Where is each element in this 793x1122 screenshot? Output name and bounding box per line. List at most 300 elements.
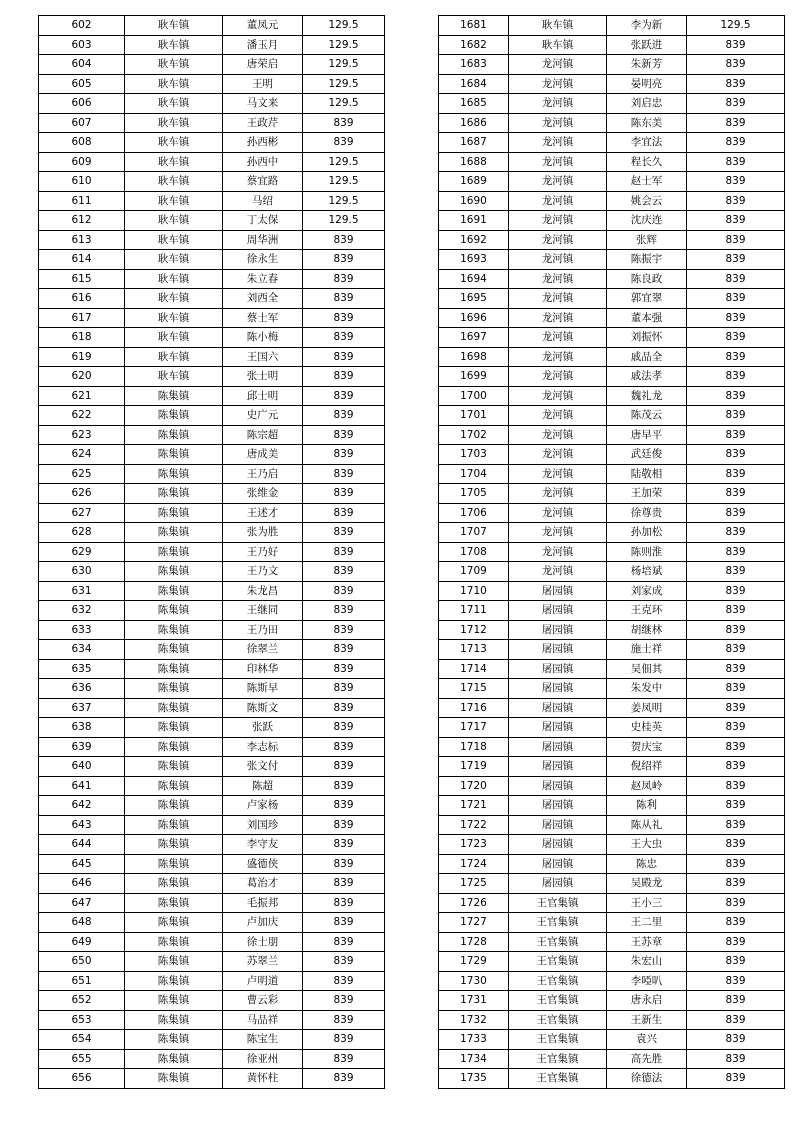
table-row (439, 796, 785, 816)
amount-cell: 839 (687, 718, 785, 738)
town-cell: 陈集镇 (125, 718, 223, 738)
table-row (39, 757, 385, 777)
row-number-cell: 1713 (439, 640, 509, 660)
amount-cell: 839 (687, 269, 785, 289)
amount-cell: 839 (303, 874, 385, 894)
row-number-cell: 626 (39, 484, 125, 504)
table-row (39, 94, 385, 114)
table-row (39, 16, 385, 36)
name-cell: 邱士明 (223, 386, 303, 406)
town-cell: 陈集镇 (125, 893, 223, 913)
row-number-cell: 618 (39, 328, 125, 348)
table-row (39, 406, 385, 426)
town-cell: 陈集镇 (125, 815, 223, 835)
row-number-cell: 1705 (439, 484, 509, 504)
name-cell: 孙西彬 (223, 133, 303, 153)
row-number-cell: 1687 (439, 133, 509, 153)
row-number-cell: 1691 (439, 211, 509, 231)
name-cell: 倪绍祥 (607, 757, 687, 777)
name-cell: 王乃文 (223, 562, 303, 582)
amount-cell: 839 (303, 932, 385, 952)
name-cell: 张跃 (223, 718, 303, 738)
table-row (39, 55, 385, 75)
row-number-cell: 603 (39, 35, 125, 55)
row-number-cell: 628 (39, 523, 125, 543)
town-cell: 龙河镇 (509, 269, 607, 289)
table-row (439, 601, 785, 621)
name-cell: 盛德侠 (223, 854, 303, 874)
row-number-cell: 620 (39, 367, 125, 387)
amount-cell: 839 (303, 952, 385, 972)
amount-cell: 839 (687, 952, 785, 972)
table-row (439, 581, 785, 601)
row-number-cell: 631 (39, 581, 125, 601)
table-row (39, 698, 385, 718)
table-row (439, 74, 785, 94)
amount-cell: 839 (687, 523, 785, 543)
town-cell: 龙河镇 (509, 562, 607, 582)
town-cell: 耿车镇 (125, 211, 223, 231)
amount-cell: 839 (687, 893, 785, 913)
table-row (439, 874, 785, 894)
amount-cell: 839 (303, 757, 385, 777)
amount-cell: 839 (687, 94, 785, 114)
row-number-cell: 1715 (439, 679, 509, 699)
name-cell: 吴佃其 (607, 659, 687, 679)
name-cell: 黄怀柱 (223, 1069, 303, 1089)
table-row (439, 445, 785, 465)
table-row (39, 133, 385, 153)
town-cell: 屠园镇 (509, 718, 607, 738)
row-number-cell: 624 (39, 445, 125, 465)
table-row (439, 737, 785, 757)
table-row (439, 1069, 785, 1089)
row-number-cell: 629 (39, 542, 125, 562)
amount-cell: 839 (303, 523, 385, 543)
town-cell: 屠园镇 (509, 835, 607, 855)
row-number-cell: 609 (39, 152, 125, 172)
row-number-cell: 621 (39, 386, 125, 406)
name-cell: 李宜法 (607, 133, 687, 153)
table-row (439, 542, 785, 562)
town-cell: 耿车镇 (125, 94, 223, 114)
amount-cell: 839 (687, 991, 785, 1011)
table-row (39, 230, 385, 250)
amount-cell: 129.5 (303, 152, 385, 172)
name-cell: 陈则淮 (607, 542, 687, 562)
town-cell: 屠园镇 (509, 659, 607, 679)
table-row (39, 269, 385, 289)
name-cell: 李为新 (607, 16, 687, 36)
name-cell: 马绍 (223, 191, 303, 211)
town-cell: 陈集镇 (125, 679, 223, 699)
row-number-cell: 640 (39, 757, 125, 777)
table-row (439, 35, 785, 55)
town-cell: 耿车镇 (125, 133, 223, 153)
name-cell: 马文来 (223, 94, 303, 114)
amount-cell: 129.5 (687, 16, 785, 36)
table-row (39, 35, 385, 55)
name-cell: 朱龙昌 (223, 581, 303, 601)
name-cell: 陈东美 (607, 113, 687, 133)
amount-cell: 839 (687, 913, 785, 933)
table-row (439, 640, 785, 660)
name-cell: 徐亚州 (223, 1049, 303, 1069)
amount-cell: 839 (303, 503, 385, 523)
town-cell: 龙河镇 (509, 308, 607, 328)
name-cell: 丁太保 (223, 211, 303, 231)
name-cell: 姜凤明 (607, 698, 687, 718)
table-row (39, 659, 385, 679)
table-row (39, 874, 385, 894)
name-cell: 郭宜翠 (607, 289, 687, 309)
town-cell: 陈集镇 (125, 874, 223, 894)
table-row (439, 386, 785, 406)
table-row (39, 113, 385, 133)
row-number-cell: 627 (39, 503, 125, 523)
amount-cell: 839 (303, 562, 385, 582)
town-cell: 陈集镇 (125, 1049, 223, 1069)
name-cell: 陈宝生 (223, 1030, 303, 1050)
name-cell: 陈从礼 (607, 815, 687, 835)
name-cell: 王克环 (607, 601, 687, 621)
name-cell: 袁兴 (607, 1030, 687, 1050)
row-number-cell: 1722 (439, 815, 509, 835)
row-number-cell: 1729 (439, 952, 509, 972)
town-cell: 耿车镇 (125, 269, 223, 289)
amount-cell: 839 (303, 133, 385, 153)
amount-cell: 839 (687, 659, 785, 679)
amount-cell: 129.5 (303, 172, 385, 192)
amount-cell: 839 (687, 425, 785, 445)
row-number-cell: 1685 (439, 94, 509, 114)
amount-cell: 839 (687, 35, 785, 55)
table-row (439, 1010, 785, 1030)
row-number-cell: 653 (39, 1010, 125, 1030)
name-cell: 史桂英 (607, 718, 687, 738)
town-cell: 屠园镇 (509, 620, 607, 640)
town-cell: 屠园镇 (509, 737, 607, 757)
name-cell: 张跃进 (607, 35, 687, 55)
town-cell: 耿车镇 (509, 35, 607, 55)
table-row (439, 269, 785, 289)
row-number-cell: 619 (39, 347, 125, 367)
amount-cell: 839 (687, 542, 785, 562)
amount-cell: 839 (687, 230, 785, 250)
town-cell: 王官集镇 (509, 1069, 607, 1089)
table-row (39, 74, 385, 94)
row-number-cell: 1689 (439, 172, 509, 192)
table-row (39, 1030, 385, 1050)
amount-cell: 129.5 (303, 35, 385, 55)
row-number-cell: 616 (39, 289, 125, 309)
name-cell: 李守友 (223, 835, 303, 855)
row-number-cell: 638 (39, 718, 125, 738)
amount-cell: 839 (303, 386, 385, 406)
amount-cell: 839 (303, 406, 385, 426)
town-cell: 耿车镇 (125, 347, 223, 367)
amount-cell: 839 (303, 815, 385, 835)
table-row (39, 445, 385, 465)
amount-cell: 839 (687, 737, 785, 757)
row-number-cell: 650 (39, 952, 125, 972)
town-cell: 耿车镇 (125, 191, 223, 211)
amount-cell: 839 (303, 425, 385, 445)
amount-cell: 839 (303, 620, 385, 640)
town-cell: 龙河镇 (509, 152, 607, 172)
name-cell: 马品祥 (223, 1010, 303, 1030)
name-cell: 王加荣 (607, 484, 687, 504)
table-row (39, 1010, 385, 1030)
table-row (439, 952, 785, 972)
row-number-cell: 1686 (439, 113, 509, 133)
amount-cell: 839 (687, 211, 785, 231)
name-cell: 赵士军 (607, 172, 687, 192)
amount-cell: 839 (303, 698, 385, 718)
table-row (439, 776, 785, 796)
table-row (439, 191, 785, 211)
town-cell: 屠园镇 (509, 815, 607, 835)
town-cell: 耿车镇 (125, 113, 223, 133)
town-cell: 陈集镇 (125, 913, 223, 933)
row-number-cell: 630 (39, 562, 125, 582)
row-number-cell: 1684 (439, 74, 509, 94)
amount-cell: 839 (303, 289, 385, 309)
amount-cell: 839 (303, 737, 385, 757)
row-number-cell: 1692 (439, 230, 509, 250)
amount-cell: 839 (687, 679, 785, 699)
name-cell: 张为胜 (223, 523, 303, 543)
table-row (39, 289, 385, 309)
town-cell: 王官集镇 (509, 893, 607, 913)
row-number-cell: 1695 (439, 289, 509, 309)
row-number-cell: 1727 (439, 913, 509, 933)
amount-cell: 839 (303, 250, 385, 270)
name-cell: 李啞叭 (607, 971, 687, 991)
name-cell: 张士明 (223, 367, 303, 387)
table-row (439, 211, 785, 231)
table-row (39, 250, 385, 270)
amount-cell: 839 (303, 1069, 385, 1089)
amount-cell: 129.5 (303, 16, 385, 36)
amount-cell: 129.5 (303, 191, 385, 211)
row-number-cell: 645 (39, 854, 125, 874)
amount-cell: 839 (303, 1049, 385, 1069)
row-number-cell: 614 (39, 250, 125, 270)
table-row (439, 55, 785, 75)
amount-cell: 129.5 (303, 94, 385, 114)
row-number-cell: 639 (39, 737, 125, 757)
name-cell: 王政芹 (223, 113, 303, 133)
name-cell: 董本强 (607, 308, 687, 328)
name-cell: 印林华 (223, 659, 303, 679)
name-cell: 张辉 (607, 230, 687, 250)
left-roster-table (38, 15, 385, 1089)
row-number-cell: 1710 (439, 581, 509, 601)
table-row (439, 289, 785, 309)
amount-cell: 839 (687, 386, 785, 406)
amount-cell: 839 (303, 581, 385, 601)
name-cell: 陈茂云 (607, 406, 687, 426)
amount-cell: 839 (687, 1030, 785, 1050)
town-cell: 王官集镇 (509, 1030, 607, 1050)
town-cell: 屠园镇 (509, 679, 607, 699)
name-cell: 唐早平 (607, 425, 687, 445)
table-row (39, 152, 385, 172)
row-number-cell: 622 (39, 406, 125, 426)
amount-cell: 839 (687, 835, 785, 855)
town-cell: 龙河镇 (509, 113, 607, 133)
table-row (39, 328, 385, 348)
town-cell: 陈集镇 (125, 562, 223, 582)
name-cell: 孙西中 (223, 152, 303, 172)
town-cell: 陈集镇 (125, 835, 223, 855)
table-row (439, 620, 785, 640)
town-cell: 陈集镇 (125, 523, 223, 543)
row-number-cell: 1688 (439, 152, 509, 172)
name-cell: 王明 (223, 74, 303, 94)
town-cell: 耿车镇 (125, 367, 223, 387)
amount-cell: 839 (303, 484, 385, 504)
amount-cell: 839 (303, 601, 385, 621)
name-cell: 王苏章 (607, 932, 687, 952)
table-row (439, 1049, 785, 1069)
row-number-cell: 1726 (439, 893, 509, 913)
amount-cell: 839 (687, 113, 785, 133)
amount-cell: 839 (303, 367, 385, 387)
town-cell: 龙河镇 (509, 425, 607, 445)
name-cell: 沈庆连 (607, 211, 687, 231)
table-row (39, 191, 385, 211)
row-number-cell: 1712 (439, 620, 509, 640)
table-row (39, 523, 385, 543)
town-cell: 龙河镇 (509, 503, 607, 523)
town-cell: 龙河镇 (509, 347, 607, 367)
name-cell: 陈斯早 (223, 679, 303, 699)
amount-cell: 839 (687, 971, 785, 991)
name-cell: 施士祥 (607, 640, 687, 660)
row-number-cell: 636 (39, 679, 125, 699)
name-cell: 陈良政 (607, 269, 687, 289)
amount-cell: 839 (687, 757, 785, 777)
amount-cell: 839 (687, 250, 785, 270)
table-row (439, 133, 785, 153)
name-cell: 王乃田 (223, 620, 303, 640)
table-row (439, 1030, 785, 1050)
table-row (439, 308, 785, 328)
name-cell: 刘振怀 (607, 328, 687, 348)
row-number-cell: 1707 (439, 523, 509, 543)
town-cell: 龙河镇 (509, 250, 607, 270)
row-number-cell: 607 (39, 113, 125, 133)
name-cell: 陈超 (223, 776, 303, 796)
name-cell: 张维金 (223, 484, 303, 504)
table-row (439, 757, 785, 777)
table-row (39, 484, 385, 504)
table-row (439, 991, 785, 1011)
town-cell: 陈集镇 (125, 991, 223, 1011)
name-cell: 赵凤岭 (607, 776, 687, 796)
town-cell: 耿车镇 (125, 172, 223, 192)
row-number-cell: 1714 (439, 659, 509, 679)
table-row (39, 932, 385, 952)
town-cell: 龙河镇 (509, 289, 607, 309)
table-row (439, 854, 785, 874)
row-number-cell: 643 (39, 815, 125, 835)
left-roster-body (39, 16, 385, 1089)
row-number-cell: 1716 (439, 698, 509, 718)
town-cell: 龙河镇 (509, 328, 607, 348)
row-number-cell: 608 (39, 133, 125, 153)
name-cell: 吴殿龙 (607, 874, 687, 894)
amount-cell: 129.5 (303, 74, 385, 94)
amount-cell: 839 (303, 1010, 385, 1030)
town-cell: 陈集镇 (125, 776, 223, 796)
row-number-cell: 652 (39, 991, 125, 1011)
row-number-cell: 649 (39, 932, 125, 952)
town-cell: 耿车镇 (125, 16, 223, 36)
amount-cell: 839 (687, 640, 785, 660)
name-cell: 陈利 (607, 796, 687, 816)
name-cell: 陈小梅 (223, 328, 303, 348)
town-cell: 陈集镇 (125, 1030, 223, 1050)
name-cell: 姚会云 (607, 191, 687, 211)
town-cell: 龙河镇 (509, 523, 607, 543)
name-cell: 张文付 (223, 757, 303, 777)
row-number-cell: 1693 (439, 250, 509, 270)
amount-cell: 839 (303, 640, 385, 660)
row-number-cell: 602 (39, 16, 125, 36)
amount-cell: 839 (687, 698, 785, 718)
amount-cell: 129.5 (303, 211, 385, 231)
town-cell: 陈集镇 (125, 757, 223, 777)
name-cell: 陈斯文 (223, 698, 303, 718)
table-row (39, 464, 385, 484)
row-number-cell: 1709 (439, 562, 509, 582)
table-row (39, 562, 385, 582)
table-row (439, 718, 785, 738)
town-cell: 龙河镇 (509, 74, 607, 94)
amount-cell: 839 (687, 601, 785, 621)
table-row (39, 913, 385, 933)
town-cell: 陈集镇 (125, 581, 223, 601)
table-row (39, 581, 385, 601)
amount-cell: 839 (303, 542, 385, 562)
town-cell: 陈集镇 (125, 542, 223, 562)
name-cell: 王大虫 (607, 835, 687, 855)
amount-cell: 839 (687, 289, 785, 309)
town-cell: 陈集镇 (125, 601, 223, 621)
town-cell: 龙河镇 (509, 172, 607, 192)
amount-cell: 839 (303, 308, 385, 328)
row-number-cell: 644 (39, 835, 125, 855)
table-row (39, 893, 385, 913)
row-number-cell: 1717 (439, 718, 509, 738)
amount-cell: 839 (687, 191, 785, 211)
town-cell: 龙河镇 (509, 133, 607, 153)
table-row (39, 991, 385, 1011)
amount-cell: 839 (687, 406, 785, 426)
town-cell: 龙河镇 (509, 464, 607, 484)
row-number-cell: 612 (39, 211, 125, 231)
table-row (439, 932, 785, 952)
row-number-cell: 1706 (439, 503, 509, 523)
row-number-cell: 1723 (439, 835, 509, 855)
town-cell: 陈集镇 (125, 932, 223, 952)
table-row (439, 562, 785, 582)
table-row (39, 776, 385, 796)
row-number-cell: 1702 (439, 425, 509, 445)
